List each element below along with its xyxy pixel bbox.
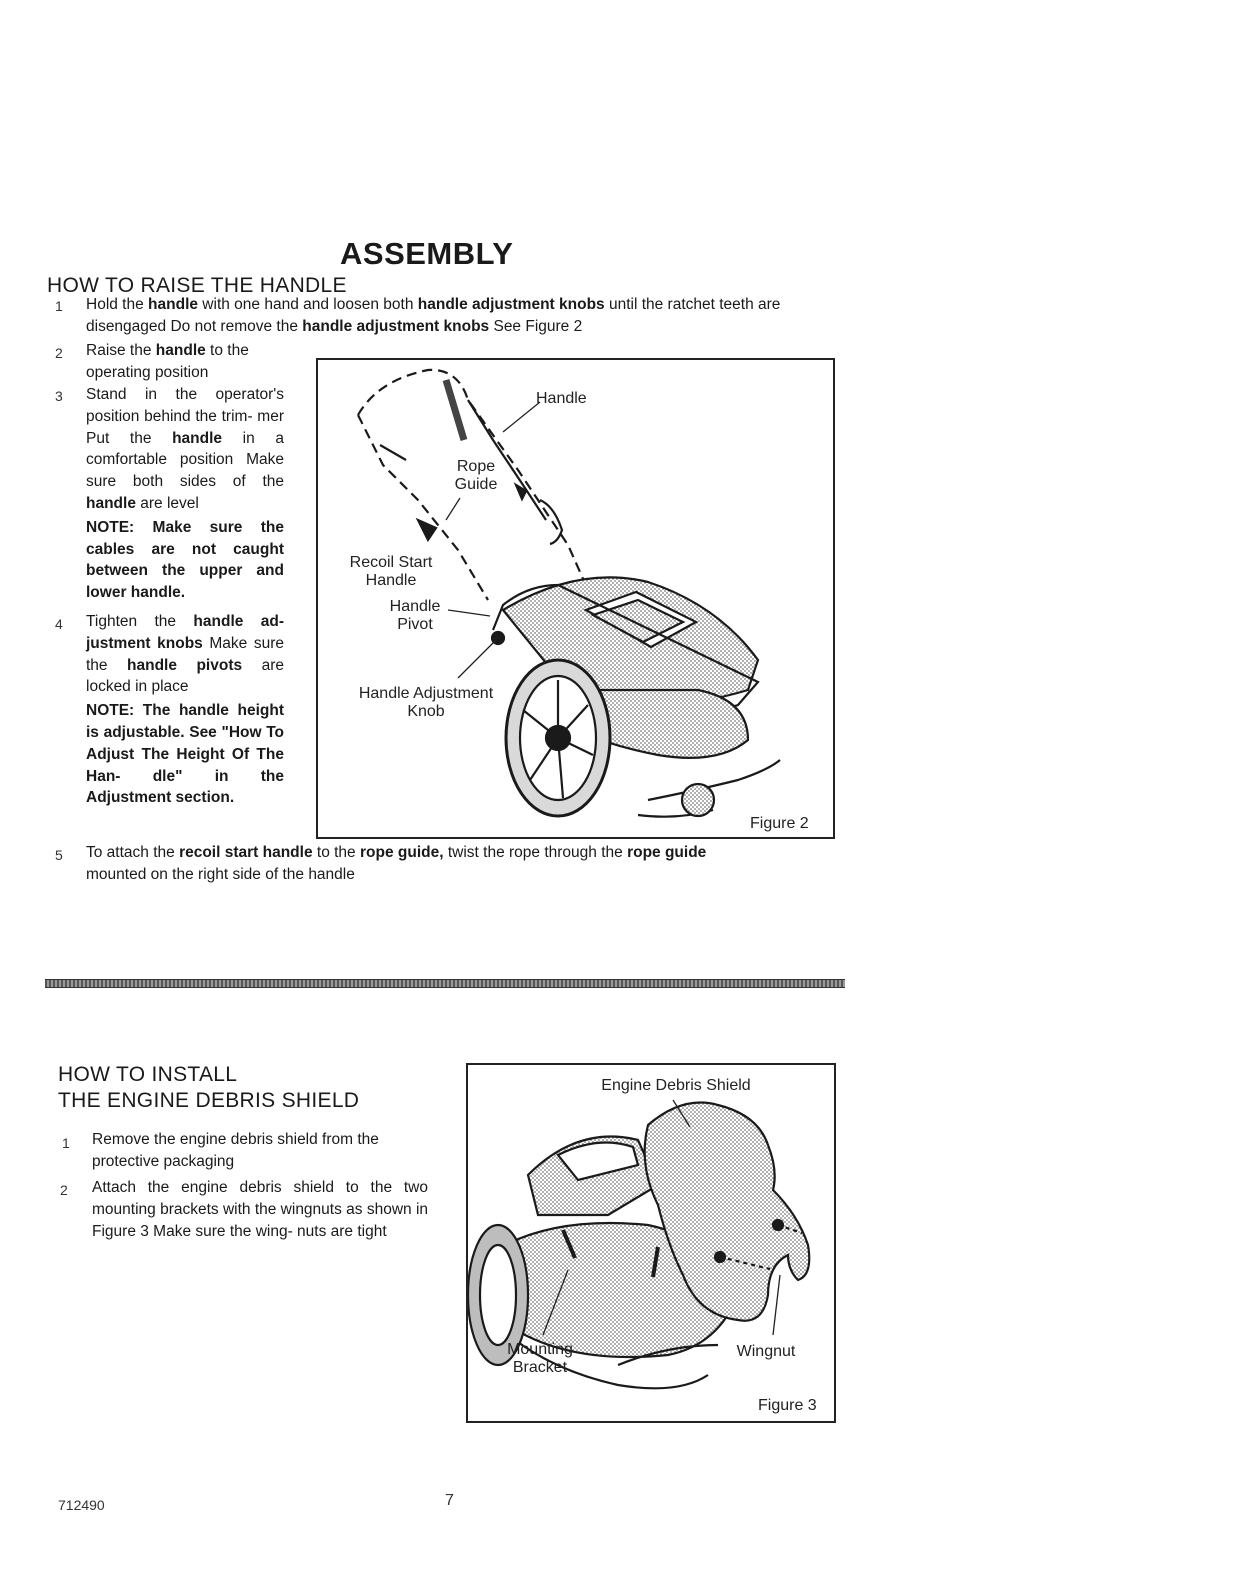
label-wingnut: Wingnut <box>736 1343 796 1360</box>
step-number: 1 <box>62 1135 70 1151</box>
note-cables: NOTE: Make sure the cables are not caught between the upper and lower handle. <box>86 518 284 602</box>
section-divider <box>45 979 845 988</box>
step-5-text: To attach the recoil start handle to the rope guide, twist the rope through the rope guide mounted on the right side of the handle <box>86 844 707 883</box>
step-number: 4 <box>55 616 63 632</box>
figure-3 <box>466 1063 836 1423</box>
step-number: 3 <box>55 388 63 404</box>
step-1-text: Hold the handle with one hand and loosen both handle adjustment knobs until the ratchet teeth are disengaged Do not remove the handle adjustment knobs See Figure 2 <box>86 296 781 335</box>
label-handle: Handle <box>536 390 587 407</box>
step-number: 2 <box>60 1182 68 1198</box>
step-4-text: Tighten the handle ad- justment knobs Make sure the handle pivots are locked in place NOTE: The handle height is adjustable. See "How To Adjust The Height Of The Han- dle" in the Adjustment section. <box>86 611 284 809</box>
figure-3-caption: Figure 3 <box>758 1397 817 1414</box>
label-handle-adjustment-knob: Handle Adjustment Knob <box>358 685 494 720</box>
page-number: 7 <box>445 1492 454 1509</box>
step-3-text: Stand in the operator's position behind the trim- mer Put the handle in a comfortable position Make sure both sides of the handle are level NOTE: Make sure the cables are not caught between the upper and lower handle. <box>86 384 284 604</box>
label-rope-guide: Rope Guide <box>454 458 498 493</box>
shield-step-2-text: Attach the engine debris shield to the two mounting brackets with the wingnuts as shown in Figure 3 Make sure the wing- nuts are tight <box>92 1179 429 1240</box>
step-number: 2 <box>55 345 63 361</box>
label-engine-debris-shield: Engine Debris Shield <box>601 1077 751 1094</box>
section-heading-debris-shield: HOW TO INSTALL THE ENGINE DEBRIS SHIELD <box>58 1063 360 1112</box>
note-adjustable: NOTE: The handle height is adjustable. See "How To Adjust The Height Of The Han- dle" in the Adjustment section. <box>86 702 284 807</box>
label-handle-pivot: Handle Pivot <box>389 598 441 633</box>
label-mounting-bracket: Mounting Bracket <box>507 1341 573 1376</box>
page-title: ASSEMBLY <box>340 236 514 271</box>
step-2-text: Raise the handle to the operating position <box>86 342 249 381</box>
label-recoil-start-handle: Recoil Start Handle <box>349 554 433 589</box>
document-code: 712490 <box>58 1497 105 1513</box>
section-heading-raise-handle: HOW TO RAISE THE HANDLE <box>47 274 347 297</box>
step-number: 1 <box>55 298 63 314</box>
shield-step-1-text: Remove the engine debris shield from the protective packaging <box>92 1131 379 1170</box>
figure-2-caption: Figure 2 <box>750 815 809 832</box>
figure-2 <box>316 358 835 839</box>
step-number: 5 <box>55 847 63 863</box>
